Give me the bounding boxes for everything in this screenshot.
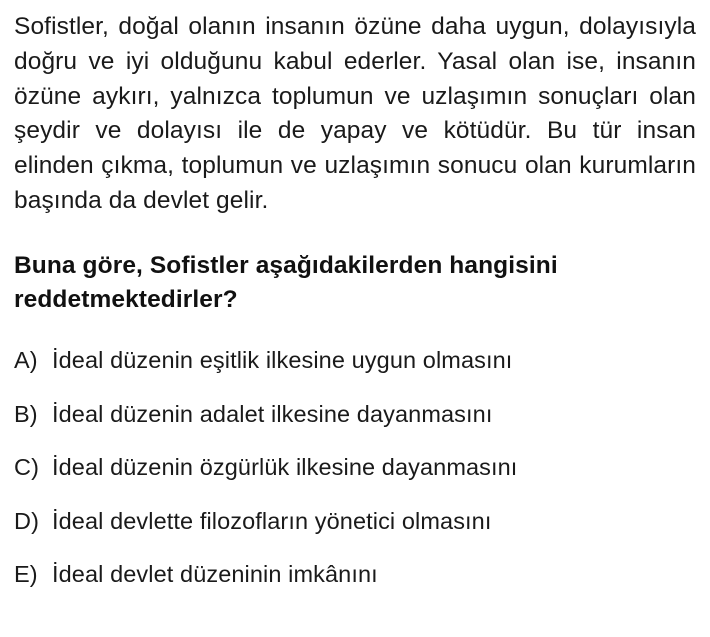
answer-option-a[interactable] [14, 345, 696, 376]
option-text-b: İdeal düzenin adalet ilkesine dayanmasını [52, 400, 493, 427]
question-stem: Buna göre, Sofistler aşağıdakilerden hangisini reddetmektedirler? [14, 251, 558, 313]
option-text-e: İdeal devlet düzeninin imkânını [52, 561, 378, 588]
answer-option-b[interactable] [14, 399, 696, 430]
answer-option-c[interactable] [14, 452, 696, 483]
option-text-a: İdeal düzenin eşitlik ilkesine uygun olmasını [52, 347, 513, 374]
answer-options-list [14, 345, 696, 590]
option-letter-e: E) [14, 561, 38, 588]
option-text-d: İdeal devlette filozofların yönetici olmasını [52, 507, 492, 534]
option-text-c: İdeal düzenin özgürlük ilkesine dayanmasını [52, 454, 518, 481]
option-letter-c: C) [14, 454, 39, 481]
option-letter-d: D) [14, 507, 39, 534]
option-letter-a: A) [14, 347, 38, 374]
option-letter-b: B) [14, 400, 38, 427]
answer-option-e[interactable] [14, 559, 696, 590]
passage-text: Sofistler, doğal olanın insanın özüne daha uygun, dolayısıyla doğru ve iyi olduğunu kabul ederler. Yasal olan ise, insanın özüne aykırı, yalnızca toplumun ve uzlaşımın sonuçları olan şeydir ve dolayısı ile de yapay ve kötüdür. Bu tür insan elinden çıkma, toplumun ve uzlaşımın sonucu olan kurumların başında da devlet gelir. [14, 13, 696, 214]
answer-option-d[interactable] [14, 506, 696, 537]
